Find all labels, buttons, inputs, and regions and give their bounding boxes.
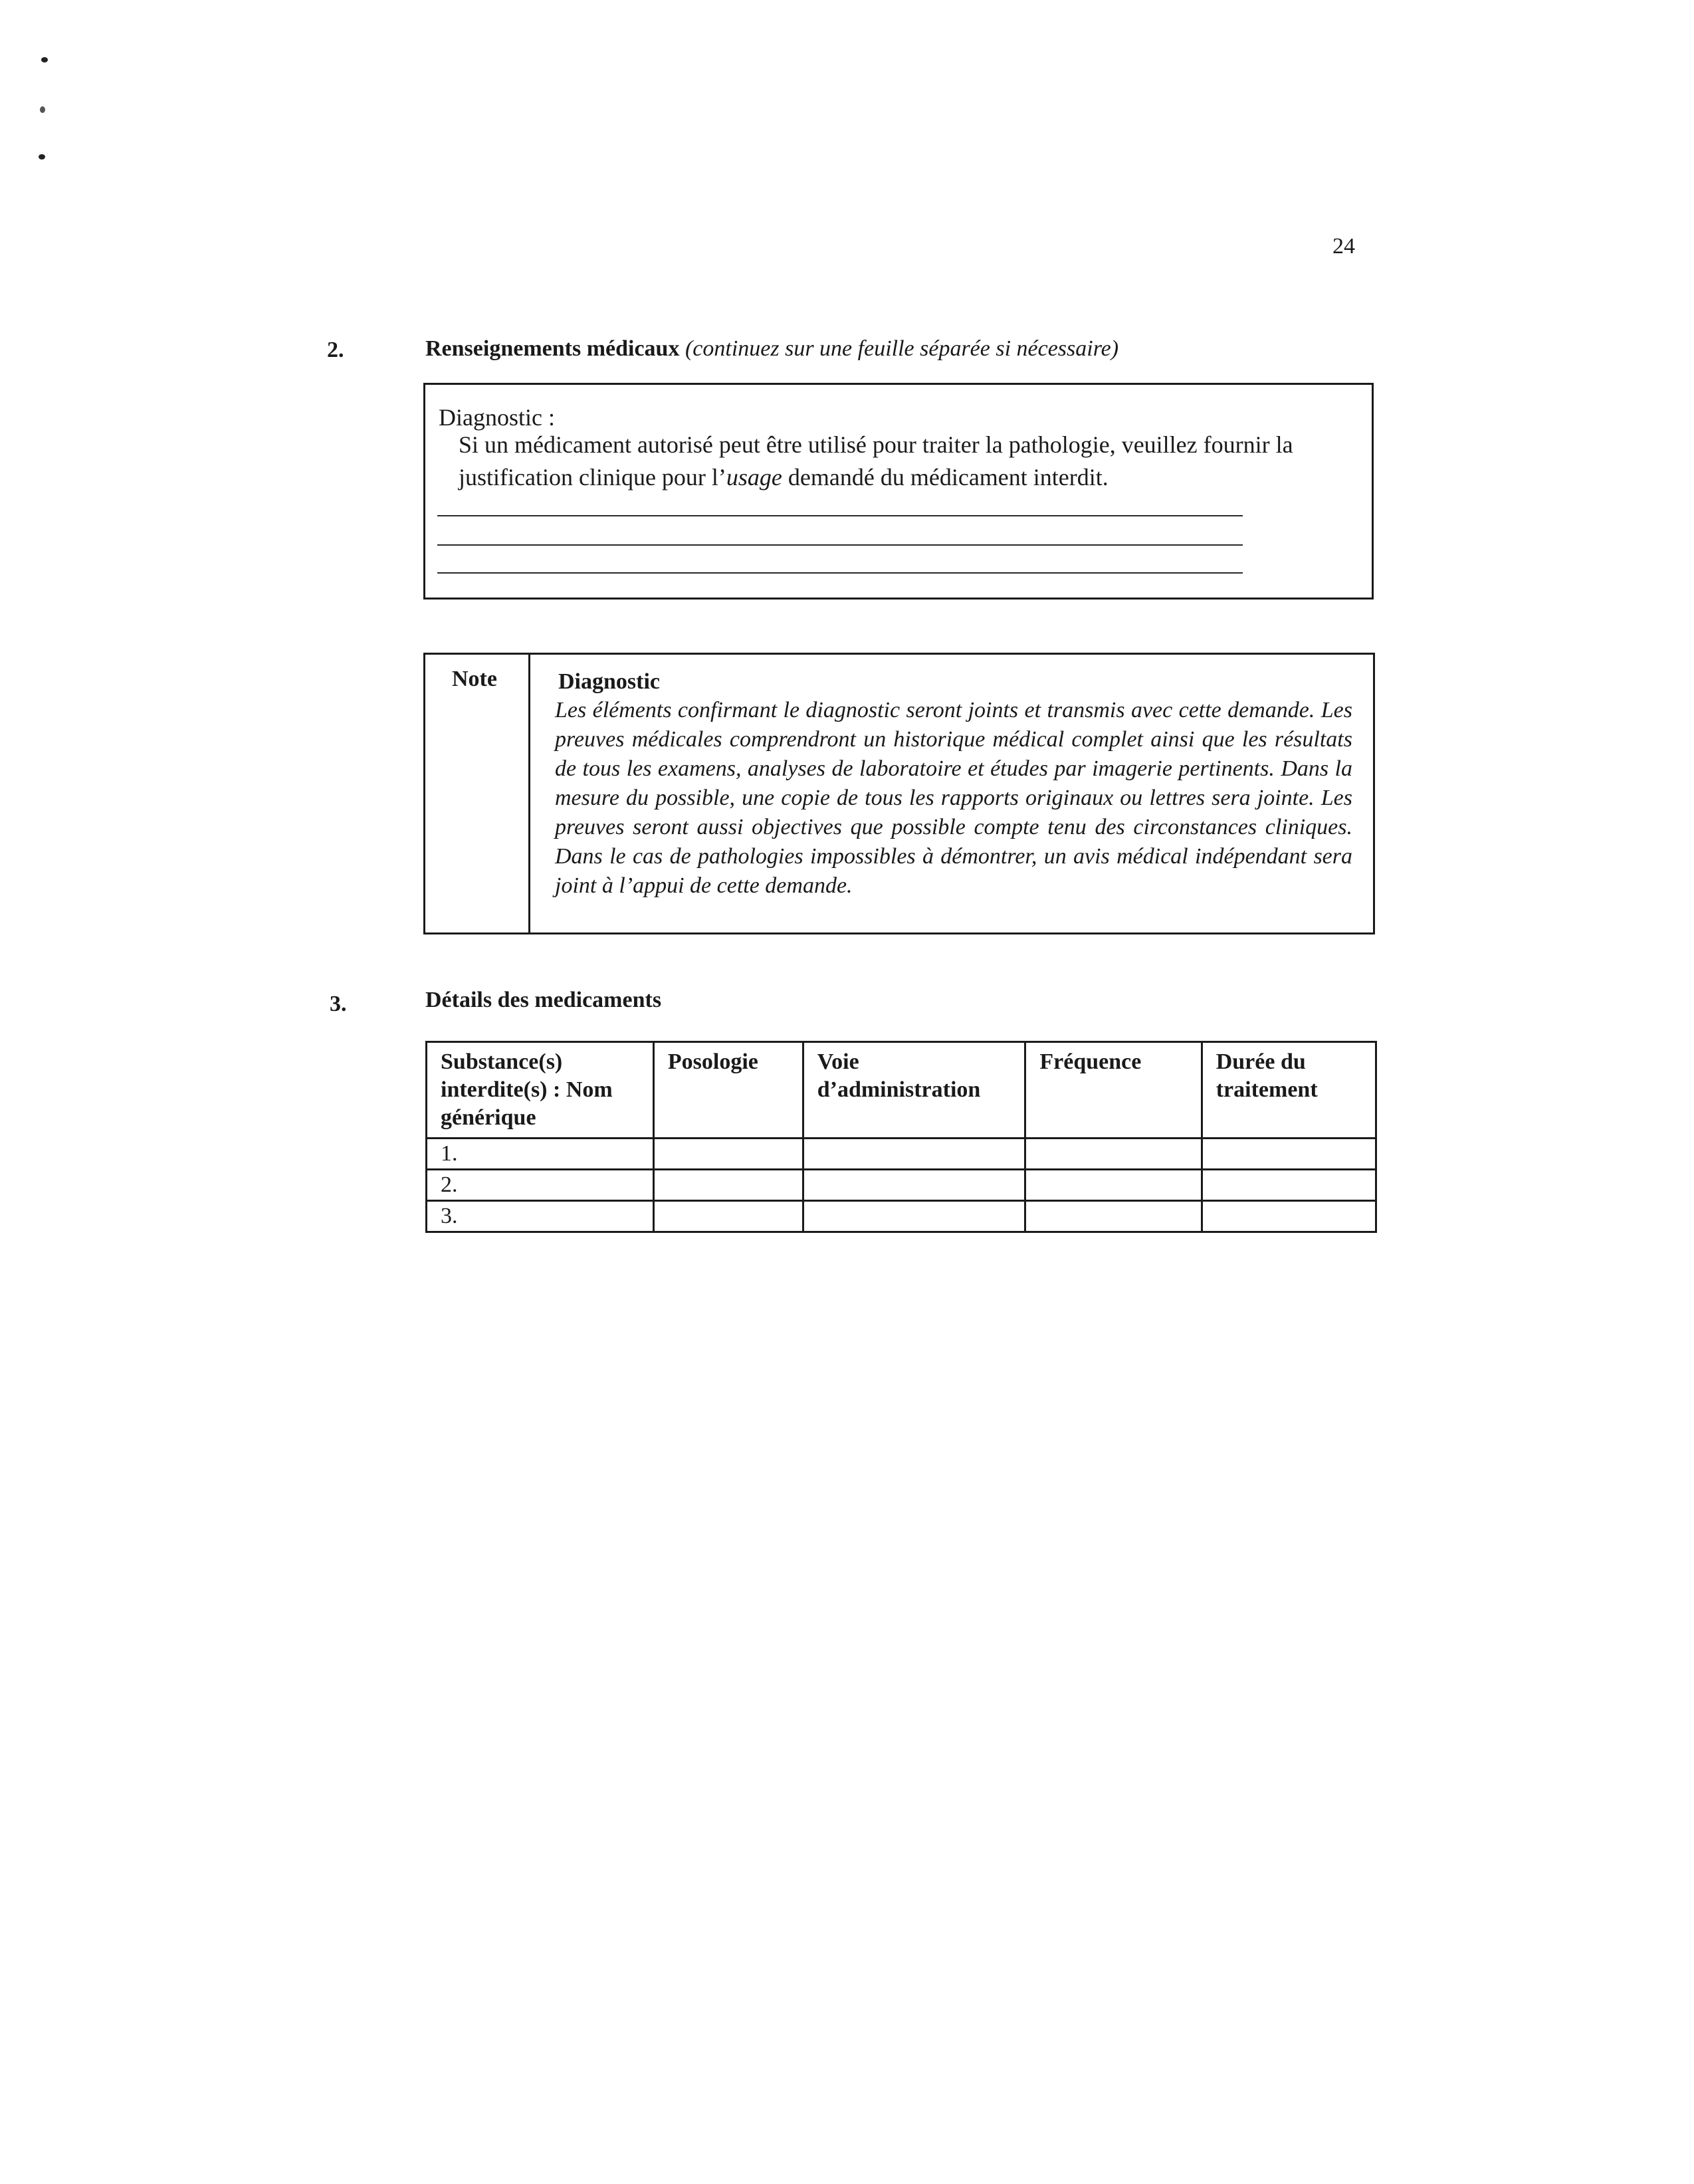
- section-2-title: [425, 336, 1118, 362]
- scan-mark: [39, 154, 45, 160]
- table-cell[interactable]: [803, 1201, 1025, 1232]
- page-number: 24: [1332, 234, 1355, 259]
- note-text: Les éléments confirmant le diagnostic seront joints et transmis avec cette demande. Les preuves médicales comprendront un historique médical complet ainsi que les résultats de tous les examens, analyses de laboratoire et études par imagerie pertinents. Dans la mesure du possible, une copie de tous les rapports originaux ou lettres sera jointe. Les preuves seront aussi objectives que possible compte tenu des circonstances cliniques. Dans le cas de pathologies impossibles à démontrer, un avis médical indépendant sera joint à l’appui de cette demande.: [555, 698, 1352, 898]
- row-number-cell: 2.: [427, 1170, 654, 1201]
- table-cell[interactable]: [1202, 1170, 1376, 1201]
- instruction-text: Si un médicament autorisé peut être utilisé pour traiter la pathologie, veuillez fournir la justification clinique pour l’: [459, 431, 1293, 491]
- table-cell[interactable]: [653, 1170, 803, 1201]
- table-cell[interactable]: [653, 1201, 803, 1232]
- table-cell[interactable]: [1025, 1201, 1202, 1232]
- table-cell[interactable]: [803, 1170, 1025, 1201]
- write-line[interactable]: [437, 544, 1243, 546]
- section-2-title-text: Renseignements médicaux: [425, 336, 680, 361]
- column-header-duree: Durée du traitement: [1202, 1042, 1376, 1139]
- instruction-text-end: demandé du médicament interdit.: [782, 464, 1109, 491]
- diagnostic-instruction: [459, 429, 1316, 494]
- instruction-italic: usage: [726, 464, 782, 491]
- medication-table: [425, 1041, 1377, 1233]
- diagnostic-box: [423, 383, 1374, 600]
- table-cell[interactable]: [1025, 1170, 1202, 1201]
- note-heading: Diagnostic: [558, 669, 660, 694]
- note-divider: [528, 655, 530, 932]
- table-cell[interactable]: [1202, 1201, 1376, 1232]
- section-3-number: 3.: [330, 992, 347, 1016]
- table-row: [427, 1139, 1376, 1170]
- scan-mark: [41, 57, 48, 62]
- column-header-voie: Voie d’administration: [803, 1042, 1025, 1139]
- column-header-posologie: Posologie: [653, 1042, 803, 1139]
- row-number-cell: 3.: [427, 1201, 654, 1232]
- table-row: [427, 1170, 1376, 1201]
- table-cell[interactable]: [1025, 1139, 1202, 1170]
- note-label: Note: [452, 667, 497, 691]
- write-line[interactable]: [437, 515, 1243, 516]
- scan-mark: [40, 106, 45, 113]
- table-cell[interactable]: [803, 1139, 1025, 1170]
- write-line[interactable]: [437, 572, 1243, 574]
- table-cell[interactable]: [653, 1139, 803, 1170]
- section-3-title: Détails des medicaments: [425, 988, 662, 1012]
- column-header-substance: Substance(s) interdite(s) : Nom générique: [427, 1042, 654, 1139]
- diagnostic-label: Diagnostic :: [439, 404, 555, 431]
- table-cell[interactable]: [1202, 1139, 1376, 1170]
- section-2-number: 2.: [327, 338, 344, 362]
- table-header-row: [427, 1042, 1376, 1139]
- section-2-title-note: (continuez sur une feuille séparée si nécessaire): [685, 336, 1119, 361]
- row-number-cell: 1.: [427, 1139, 654, 1170]
- table-row: [427, 1201, 1376, 1232]
- note-box: [423, 653, 1375, 934]
- column-header-frequence: Fréquence: [1025, 1042, 1202, 1139]
